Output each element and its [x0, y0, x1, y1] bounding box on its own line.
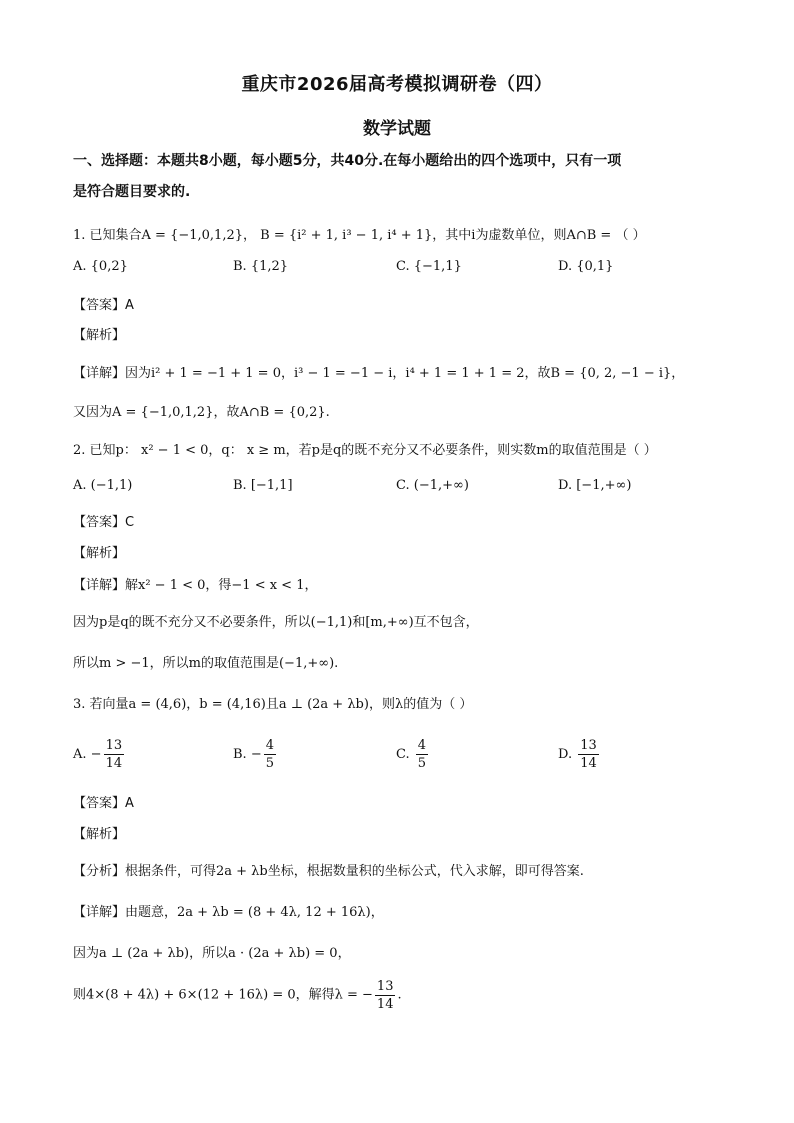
- question-3-option-b-numerator: 4: [265, 738, 275, 753]
- question-3-detail-3: [73, 978, 733, 1018]
- question-2-option-a: A. (−1,1): [73, 478, 133, 493]
- question-1-option-c: C. {−1,1}: [396, 259, 462, 274]
- question-3-option-b: [233, 737, 278, 772]
- question-3-option-c-denominator: 5: [417, 756, 427, 771]
- question-3-option-b-denominator: 5: [265, 756, 275, 771]
- question-3-stem: 3. 若向量a = (4,6)，b = (4,16)且a ⊥ (2a + λb)，则λ的值为（ ）: [73, 697, 473, 712]
- question-1-answer: 【答案】A: [73, 298, 134, 313]
- question-3-option-a: [73, 737, 126, 772]
- question-1-option-b: B. {1,2}: [233, 259, 289, 274]
- question-3-detail-3-suffix: .: [397, 987, 402, 1003]
- question-3-detail-1: 【详解】由题意，2a + λb = (8 + 4λ, 12 + 16λ)，: [73, 905, 384, 920]
- question-1-detail-2: 又因为A = {−1,0,1,2}，故A∩B = {0,2}.: [73, 405, 330, 420]
- question-1-detail-1: 【详解】因为i² + 1 = −1 + 1 = 0，i³ − 1 = −1 − i，i⁴ + 1 = 1 + 1 = 2，故B = {0, 2, −1 − i}，: [73, 366, 685, 381]
- question-3-detail-3-denominator: 14: [376, 997, 394, 1012]
- question-3-option-c-label: C.: [396, 747, 410, 762]
- question-2-detail-2: 因为p是q的既不充分又不必要条件，所以(−1,1)和[m,+∞)互不包含，: [73, 615, 479, 630]
- question-2-analysis-label: 【解析】: [73, 546, 126, 561]
- question-3-detail-3-numerator: 13: [376, 979, 394, 994]
- question-3-option-d-label: D.: [558, 747, 573, 762]
- question-2-answer: 【答案】C: [73, 515, 135, 530]
- question-3-option-a-label: A.: [73, 747, 87, 762]
- question-2-options: [73, 478, 723, 502]
- question-3-analysis-label: 【解析】: [73, 827, 126, 842]
- question-1-option-d: D. {0,1}: [558, 259, 614, 274]
- section-heading: [73, 146, 723, 208]
- question-3-option-d-numerator: 13: [580, 738, 597, 753]
- question-3-detail-3-fraction: [375, 978, 396, 1013]
- question-3-option-d-denominator: 14: [580, 756, 597, 771]
- question-3-option-a-denominator: 14: [105, 756, 123, 771]
- question-1-stem: 1. 已知集合A = {−1,0,1,2}， B = {i² + 1, i³ − 1, i⁴ + 1}，其中i为虚数单位，则A∩B = （ ）: [73, 228, 646, 243]
- question-2-option-d: D. [−1,+∞): [558, 478, 632, 493]
- question-2-stem: 2. 已知p： x² − 1 < 0，q： x ≥ m，若p是q的既不充分又不必要条件，则实数m的取值范围是（ ）: [73, 443, 657, 458]
- question-1-option-a: A. {0,2}: [73, 259, 128, 274]
- question-3-option-d: [558, 737, 601, 772]
- question-3-option-a-fraction: [104, 737, 125, 772]
- question-3-option-c: [396, 737, 430, 772]
- question-3-detail-2: 因为a ⊥ (2a + λb)，所以a · (2a + λb) = 0，: [73, 946, 351, 961]
- section-heading-line-1: 一、选择题：本题共8小题，每小题5分，共40分.在每小题给出的四个选项中，只有一项: [73, 153, 622, 169]
- question-3-detail-3-prefix: 则4×(8 + 4λ) + 6×(12 + 16λ) = 0，解得λ = −: [73, 987, 373, 1003]
- question-3-fenxi: 【分析】根据条件，可得2a + λb坐标，根据数量积的坐标公式，代入求解，即可得答案.: [73, 864, 584, 879]
- question-3-option-b-label: B.: [233, 747, 247, 762]
- question-3-option-c-numerator: 4: [417, 738, 427, 753]
- question-3-answer: 【答案】A: [73, 796, 134, 811]
- question-2-option-c: C. (−1,+∞): [396, 478, 469, 493]
- question-3-option-b-fraction: [264, 737, 276, 772]
- question-2-option-b: B. [−1,1]: [233, 478, 293, 493]
- question-3-options: [73, 737, 723, 781]
- question-3-option-b-sign: −: [250, 747, 262, 762]
- question-3-option-a-numerator: 13: [105, 738, 123, 753]
- page-title: 重庆市2026届高考模拟调研卷（四）: [241, 74, 553, 95]
- question-2-detail-3: 所以m > −1，所以m的取值范围是(−1,+∞).: [73, 656, 339, 671]
- page-subtitle: 数学试题: [363, 119, 431, 139]
- question-3-option-a-sign: −: [90, 747, 102, 762]
- question-1-options: [73, 259, 723, 283]
- question-3-option-d-fraction: [578, 737, 599, 772]
- question-2-detail-1: 【详解】解x² − 1 < 0，得−1 < x < 1，: [73, 578, 318, 593]
- question-1-analysis-label: 【解析】: [73, 328, 126, 343]
- section-heading-line-2: 是符合题目要求的.: [73, 184, 191, 200]
- question-3-option-c-fraction: [416, 737, 428, 772]
